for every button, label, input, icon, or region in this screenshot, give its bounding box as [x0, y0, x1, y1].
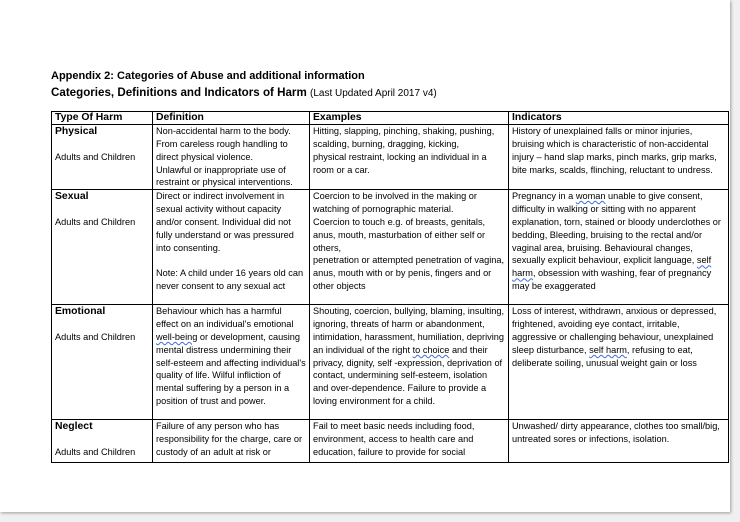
indicators-cell: History of unexplained falls or minor injuries, bruising which is characteristic of non-accidental injury – hand slap marks, pinch marks, grip marks, bite marks, scalds, flinching, reluctant to undress. [509, 125, 729, 190]
spellcheck-word[interactable]: self harm [512, 255, 712, 279]
definition-cell [153, 305, 310, 420]
definition-cell: Direct or indirect involvement in sexual activity without capacity and/or consent. Individual did not fully understand or was pressured into consenting. Note: A child under 16 years old can never consent to any sexual act [153, 190, 310, 305]
applies-to: Adults and Children [55, 447, 136, 458]
text: Pregnancy in a [512, 191, 576, 202]
harm-table [51, 111, 729, 463]
examples-cell: Hitting, slapping, pinching, shaking, pushing, scalding, burning, dragging, kicking, physical restraint, locking an individual in a room or a car. [310, 125, 509, 190]
header-definition: Definition [153, 112, 310, 125]
spellcheck-word[interactable]: self harm [589, 344, 627, 355]
text: and their privacy, dignity, self -expression, deprivation of contact, undermining self-esteem, isolation and over-dependence. Failure to provide a loving environment for a child. [313, 344, 503, 407]
spellcheck-word[interactable]: woman [575, 191, 606, 202]
table-row-neglect [52, 420, 729, 463]
type-cell [52, 305, 153, 420]
text: Behaviour which has a harmful effect on an individual's emotional [156, 306, 294, 330]
text: or development, causing mental distress undermining their self-esteem and affecting individual's quality of life. Wilful infliction of mental suffering by a person in a position of trust and power. [156, 331, 306, 407]
harm-type: Sexual [55, 191, 89, 203]
type-cell [52, 125, 153, 190]
spellcheck-word[interactable]: to choice [412, 344, 450, 355]
harm-type: Neglect [55, 421, 93, 433]
definition-cell: Failure of any person who has responsibility for the charge, care or custody of an adult at risk or [153, 420, 310, 463]
applies-to: Adults and Children [55, 217, 136, 228]
table-row-emotional [52, 305, 729, 420]
type-cell [52, 190, 153, 305]
table-row-sexual [52, 190, 729, 305]
harm-type: Emotional [55, 306, 106, 318]
table-header-row [52, 112, 729, 125]
table-title: Categories, Definitions and Indicators of Harm [51, 86, 307, 99]
appendix-heading: Appendix 2: Categories of Abuse and additional information [51, 70, 365, 82]
indicators-cell: Unwashed/ dirty appearance, clothes too small/big, untreated sores or infections, isolation. [509, 420, 729, 463]
examples-cell [310, 305, 509, 420]
header-examples: Examples [310, 112, 509, 125]
indicators-cell [509, 305, 729, 420]
indicators-cell [509, 190, 729, 305]
type-cell [52, 420, 153, 463]
last-updated: (Last Updated April 2017 v4) [309, 88, 437, 99]
text: unable to give consent, difficulty in walking or sitting with no apparent explanation, torn, stained or bloody underclothes or bedding, Bleeding, bruising to the rectal and/or vaginal area, bruising. Behavioural changes, sexually explicit behaviour, explicit language, [512, 191, 721, 266]
applies-to: Adults and Children [55, 152, 136, 162]
text: Loss of interest, withdrawn, anxious or depressed, frightened, avoiding eye contact, irritable, aggressive or challenging behaviour, unexplained sleep disturbance, [512, 306, 717, 355]
definition-cell: Non-accidental harm to the body. From careless rough handling to direct physical violence. Unlawful or inappropriate use of restraint or physical interventions. [153, 125, 310, 190]
header-type: Type Of Harm [52, 112, 153, 125]
harm-type: Physical [55, 126, 98, 137]
examples-cell: Fail to meet basic needs including food, environment, access to health care and education, failure to provide for social [310, 420, 509, 463]
header-indicators: Indicators [509, 112, 729, 125]
table-row-physical [52, 125, 729, 190]
text: , obsession with washing, fear of pregnancy may be exaggerated [512, 268, 712, 292]
text: , refusing to eat, deliberate soiling, unusual weight gain or loss [512, 344, 697, 368]
table-heading [51, 86, 437, 99]
spellcheck-word[interactable]: well-being [156, 331, 198, 342]
examples-cell: Coercion to be involved in the making or watching of pornographic material. Coercion to touch e.g. of breasts, genitals, anus, mouth, masturbation of either self or others, penetration or attempted penetration of vagina, anus, mouth with or by penis, fingers and or other objects [310, 190, 509, 305]
text: Shouting, coercion, bullying, blaming, insulting, ignoring, threats of harm or abandonment, intimidation, harassment, humiliation, depriving an individual of the right [313, 306, 505, 355]
applies-to: Adults and Children [55, 332, 136, 343]
